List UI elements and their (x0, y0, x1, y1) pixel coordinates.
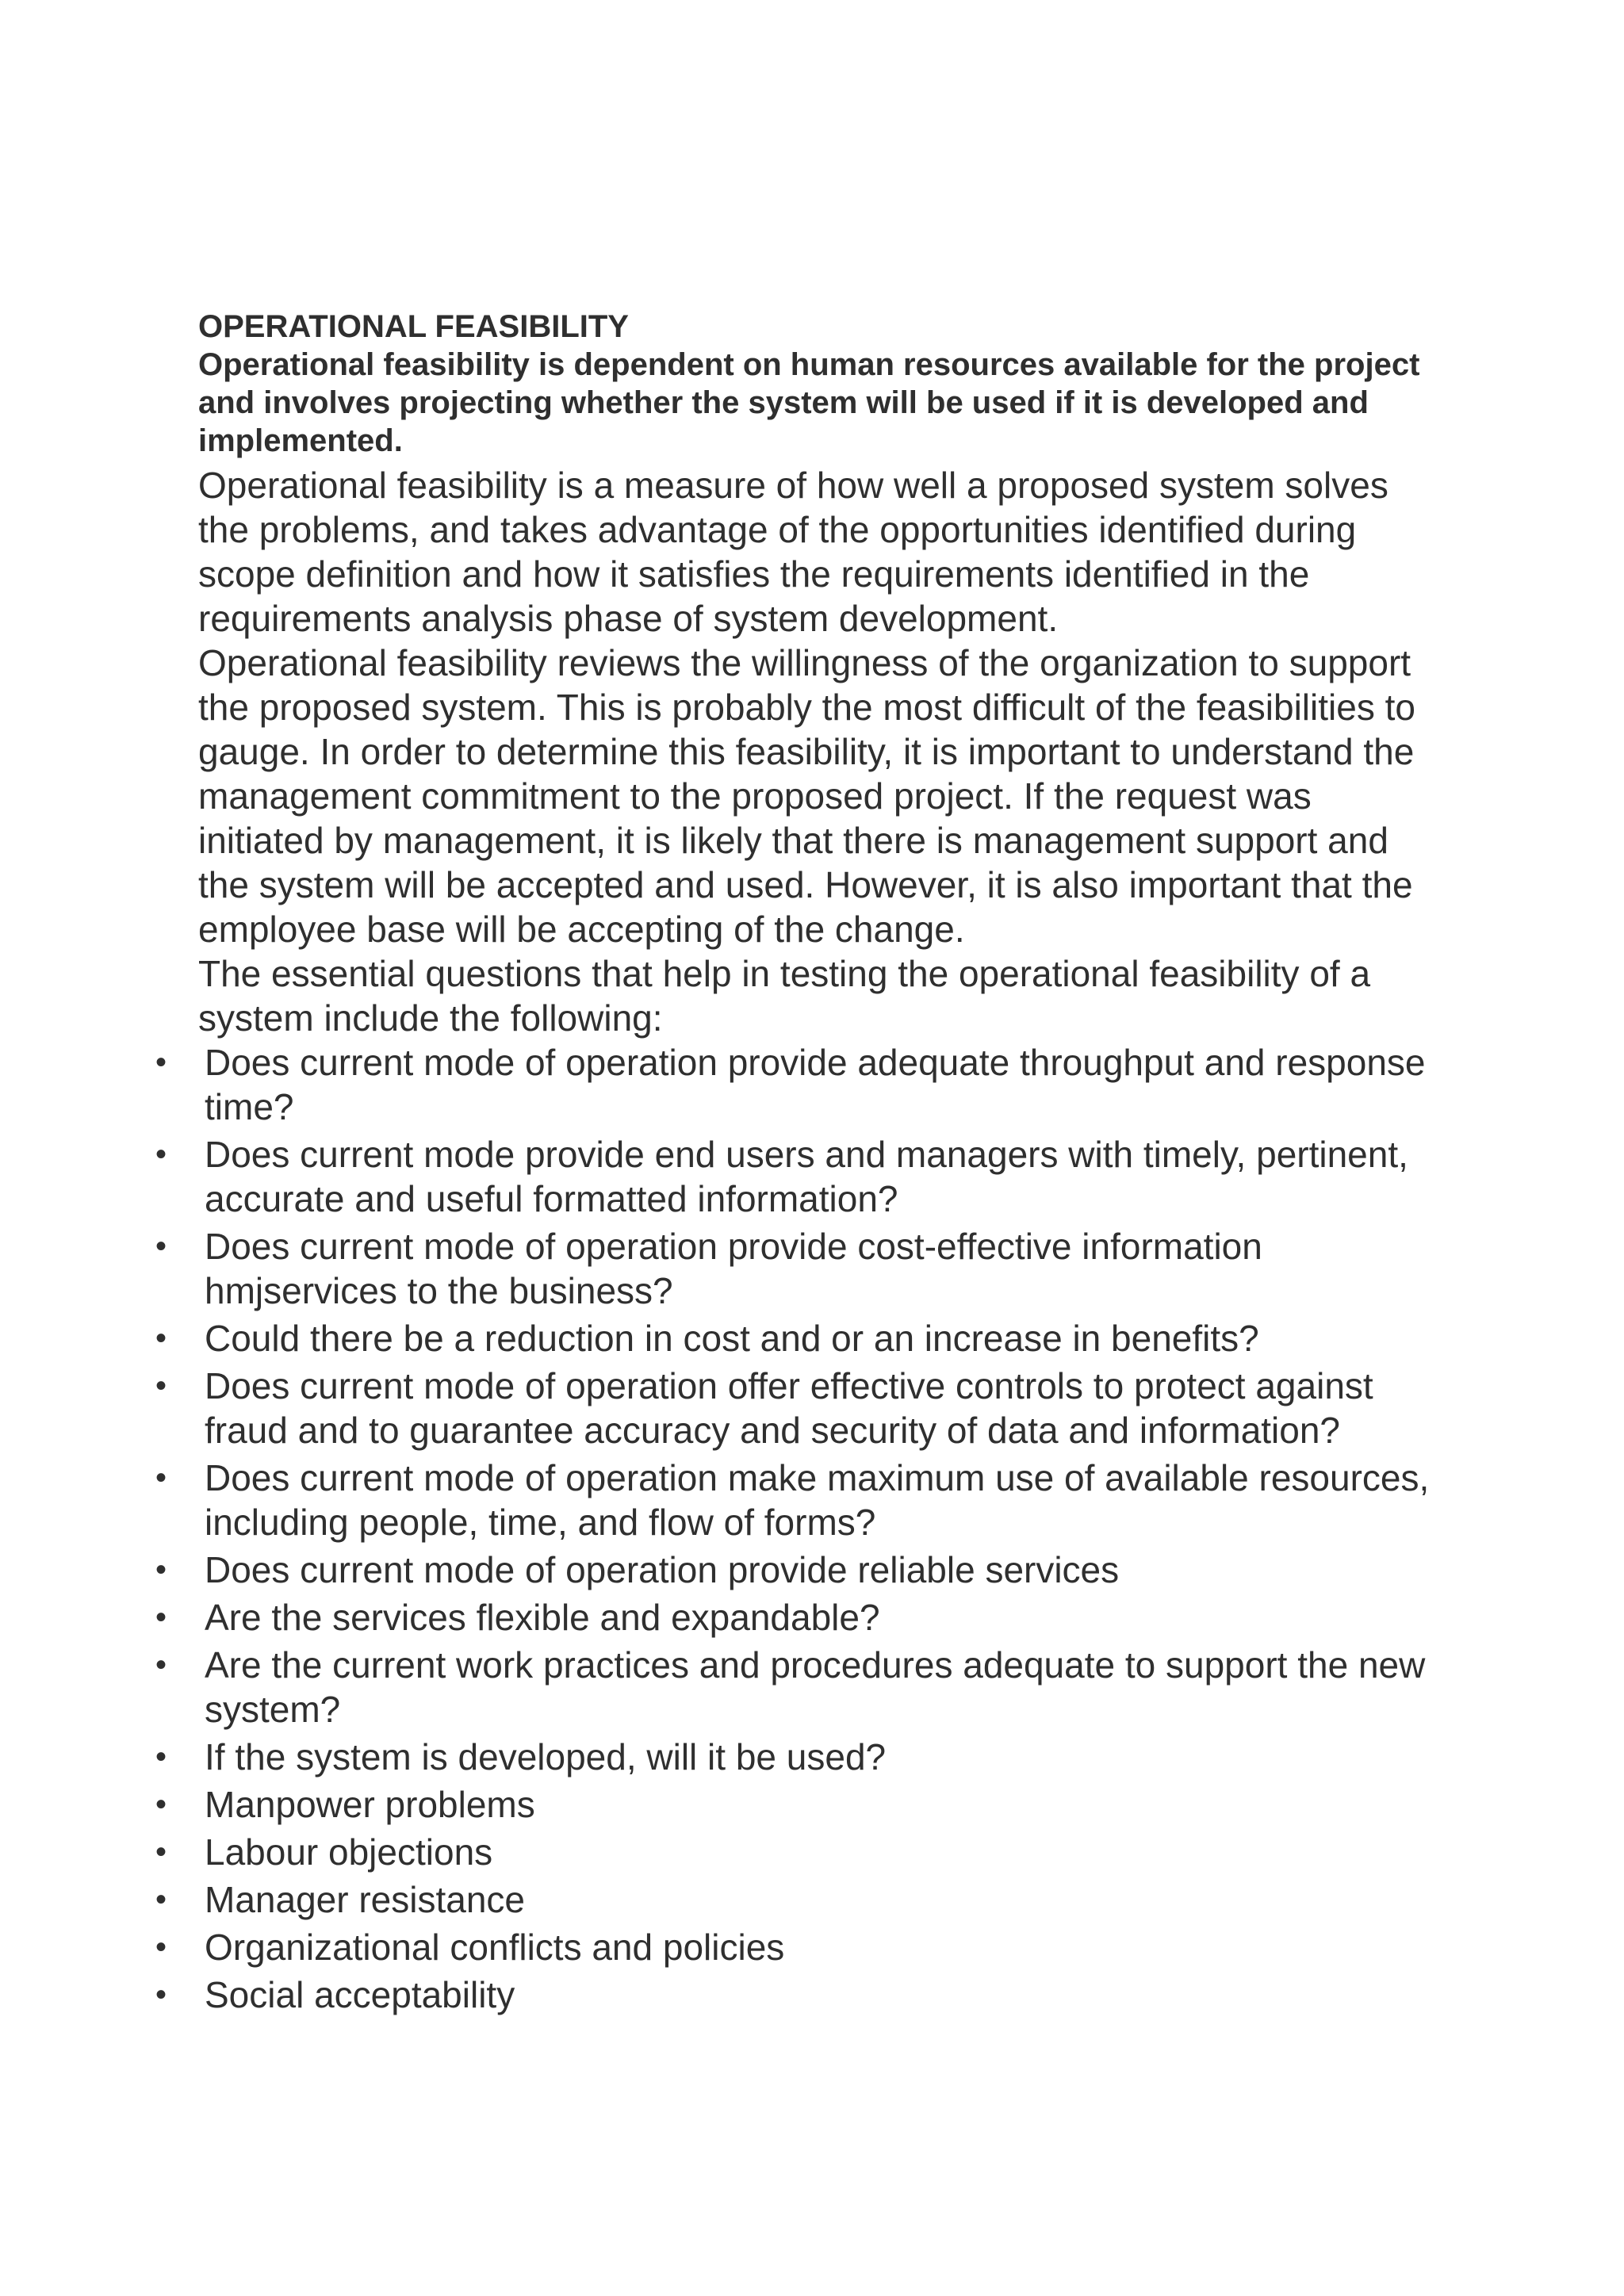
bullet-icon: • (155, 1600, 167, 1635)
list-item (155, 1548, 1435, 1592)
questions-bullet-list (155, 1040, 1435, 2017)
list-item (155, 1364, 1435, 1452)
paragraph-definition: Operational feasibility is a measure of how well a proposed system solves the problems, and takes advantage of the opportunities identified during scope definition and how it satisfies the requirements identified in the requirements analysis phase of system development. (198, 465, 1388, 639)
list-item-text: Manpower problems (205, 1784, 535, 1825)
list-item-text: Does current mode of operation make maximum use of available resources, including people, time, and flow of forms? (205, 1457, 1430, 1543)
bullet-icon: • (155, 1930, 167, 1965)
list-item-text: If the system is developed, will it be used? (205, 1736, 887, 1777)
bullet-icon: • (155, 1787, 167, 1822)
bullet-icon: • (155, 1882, 167, 1917)
bullet-icon: • (155, 1977, 167, 2012)
list-item-text: Labour objections (205, 1831, 493, 1873)
bullet-icon: • (155, 1137, 167, 1172)
list-item (155, 1643, 1435, 1732)
list-item-text: Organizational conflicts and policies (205, 1927, 785, 1968)
list-item (155, 1316, 1435, 1360)
list-item (155, 1830, 1435, 1874)
list-item-text: Are the services flexible and expandable? (205, 1597, 880, 1638)
list-item (155, 1735, 1435, 1779)
list-item (155, 1925, 1435, 1969)
list-item-text: Could there be a reduction in cost and or an increase in benefits? (205, 1318, 1259, 1359)
bullet-icon: • (155, 1739, 167, 1774)
list-item-text: Does current mode provide end users and managers with timely, pertinent, accurate and useful formatted information? (205, 1134, 1408, 1219)
bullet-icon: • (155, 1647, 167, 1682)
list-item (155, 1040, 1435, 1129)
lead-statement: Operational feasibility is dependent on human resources available for the project and involves projecting whether the system will be used if it is developed and implemented. (198, 347, 1420, 458)
list-item (155, 1595, 1435, 1640)
list-item-text: Does current mode of operation provide reliable services (205, 1549, 1120, 1590)
list-item (155, 1132, 1435, 1221)
list-item (155, 1973, 1435, 2017)
list-item-text: Does current mode of operation offer effective controls to protect against fraud and to guarantee accuracy and security of data and information? (205, 1365, 1373, 1451)
list-item (155, 1456, 1435, 1544)
bullet-icon: • (155, 1045, 167, 1080)
section-heading: OPERATIONAL FEASIBILITY (198, 309, 629, 344)
list-item (155, 1224, 1435, 1313)
list-item-text: Does current mode of operation provide adequate throughput and response time? (205, 1042, 1426, 1127)
bullet-icon: • (155, 1229, 167, 1264)
bullet-icon: • (155, 1552, 167, 1587)
bullet-icon: • (155, 1321, 167, 1356)
bullet-icon: • (155, 1835, 167, 1869)
list-item-text: Social acceptability (205, 1974, 515, 2015)
document-content (155, 308, 1435, 2020)
bullet-icon: • (155, 1460, 167, 1495)
list-item (155, 1877, 1435, 1922)
paragraph-willingness: Operational feasibility reviews the willingness of the organization to support the proposed system. This is probably the most difficult of the feasibilities to gauge. In order to determine this feasibility, it is important to understand the management commitment to the proposed project. If the request was initiated by management, it is likely that there is management support and the system will be accepted and used. However, it is also important that the employee base will be accepting of the change. (198, 642, 1415, 950)
paragraph-questions-intro: The essential questions that help in testing the operational feasibility of a system include the following: (198, 953, 1371, 1039)
bullet-icon: • (155, 1368, 167, 1403)
list-item-text: Manager resistance (205, 1879, 525, 1920)
list-item-text: Does current mode of operation provide cost-effective information hmjservices to the business? (205, 1226, 1262, 1311)
list-item-text: Are the current work practices and procedures adequate to support the new system? (205, 1644, 1426, 1730)
list-item (155, 1782, 1435, 1827)
